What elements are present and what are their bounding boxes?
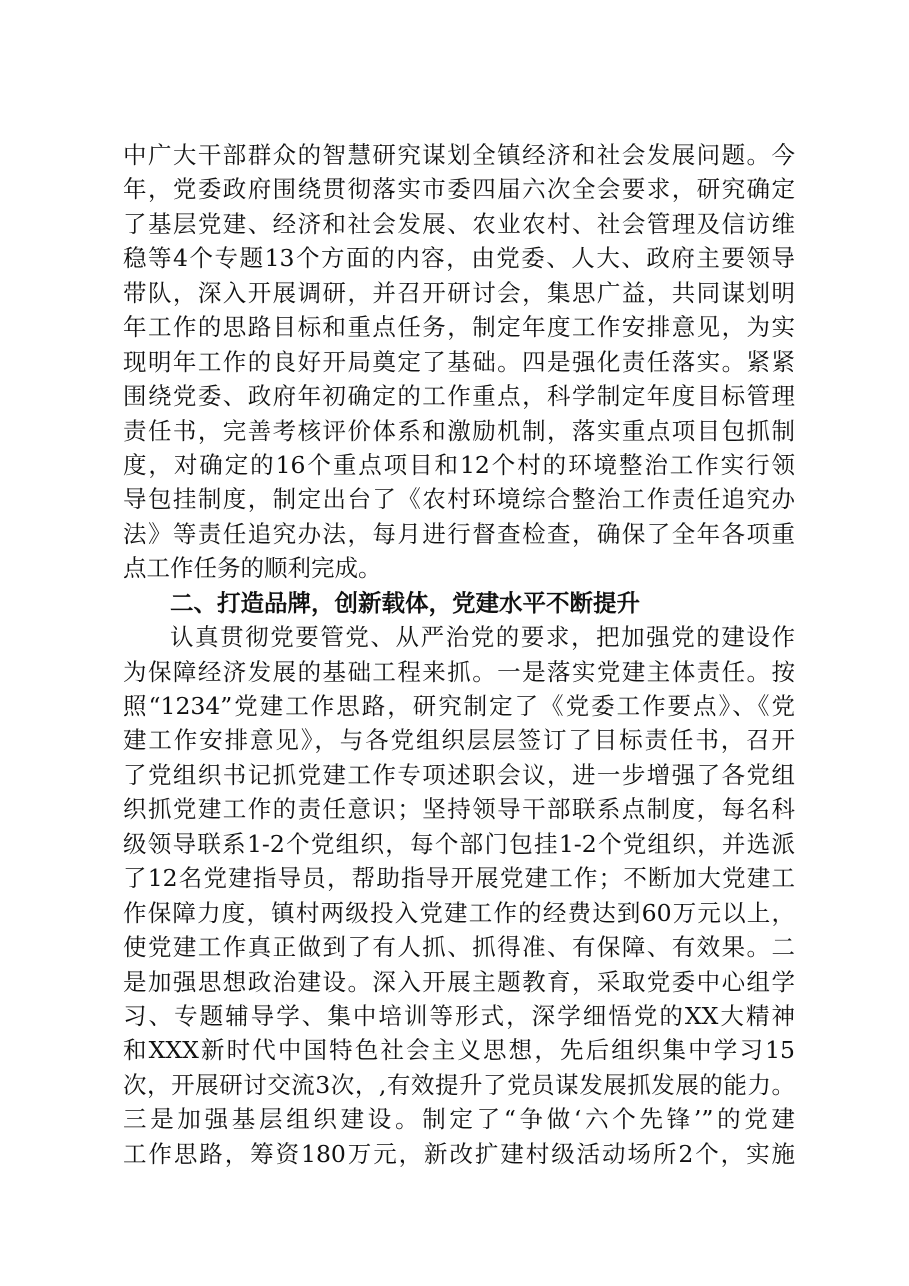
text-line: 中广大干部群众的智慧研究谋划全镇经济和社会发展问题。今	[123, 141, 795, 169]
text-line: 认真贯彻党要管党、从严治党的要求，把加强党的建设作	[170, 623, 795, 652]
text-line: 了基层党建、经济和社会发展、农业农村、社会管理及信访维	[123, 209, 795, 238]
text-line: 照“1234”党建工作思路，研究制定了《党委工作要点》、《党	[123, 692, 795, 720]
text-line: 使党建工作真正做到了有人抓、抓得准、有保障、有效果。二	[123, 933, 795, 962]
text-line: 年，党委政府围绕贯彻落实市委四届六次全会要求，研究确定	[123, 175, 795, 204]
text-line: 织抓党建工作的责任意识；坚持领导干部联系点制度，每名科	[123, 795, 795, 824]
text-line: 建工作安排意见》，与各党组织层层签订了目标责任书，召开	[123, 726, 795, 755]
text-line: 工作思路，筹资180万元，新改扩建村级活动场所2个，实施	[123, 1139, 795, 1168]
text-line: 围绕党委、政府年初确定的工作重点，科学制定年度目标管理	[123, 382, 795, 411]
text-line: 年工作的思路目标和重点任务，制定年度工作安排意见，为实	[123, 313, 795, 342]
text-line: 级领导联系1-2个党组织，每个部门包挂1-2个党组织，并选派	[123, 829, 795, 858]
text-line: 三是加强基层组织建设。制定了“争做‘六个先锋’”的党建	[123, 1105, 795, 1134]
text-line: 了党组织书记抓党建工作专项述职会议，进一步增强了各党组	[123, 760, 795, 789]
text-line: 稳等4个专题13个方面的内容，由党委、人大、政府主要领导	[123, 244, 795, 273]
section-heading: 二、打造品牌，创新载体，党建水平不断提升	[170, 588, 640, 617]
text-line: 了12名党建指导员，帮助指导开展党建工作；不断加大党建工	[123, 864, 795, 893]
text-line: 次，开展研讨交流3次，,有效提升了党员谋发展抓发展的能力。	[123, 1070, 795, 1099]
document-page	[123, 138, 795, 1171]
text-line: 习、专题辅导学、集中培训等形式，深学细悟党的XX大精神	[123, 1001, 795, 1030]
text-line: 带队，深入开展调研，并召开研讨会，集思广益，共同谋划明	[123, 278, 795, 307]
text-line: 和XXX新时代中国特色社会主义思想，先后组织集中学习15	[123, 1036, 795, 1065]
paragraph-2	[123, 620, 795, 1171]
text-line: 是加强思想政治建设。深入开展主题教育，采取党委中心组学	[123, 967, 795, 996]
text-line: 作保障力度，镇村两级投入党建工作的经费达到60万元以上，	[123, 898, 795, 927]
text-line: 责任书，完善考核评价体系和激励机制，落实重点项目包抓制	[123, 416, 795, 445]
text-line: 法》等责任追究办法，每月进行督查检查，确保了全年各项重	[123, 519, 795, 548]
text-line: 度，对确定的16个重点项目和12个村的环境整治工作实行领	[123, 450, 795, 479]
text-line: 导包挂制度，制定出台了《农村环境综合整治工作责任追究办	[123, 485, 795, 514]
text-line: 点工作任务的顺利完成。	[123, 554, 382, 583]
paragraph-1	[123, 138, 795, 586]
text-line: 为保障经济发展的基础工程来抓。一是落实党建主体责任。按	[123, 657, 795, 686]
text-line: 现明年工作的良好开局奠定了基础。四是强化责任落实。紧紧	[123, 347, 795, 376]
